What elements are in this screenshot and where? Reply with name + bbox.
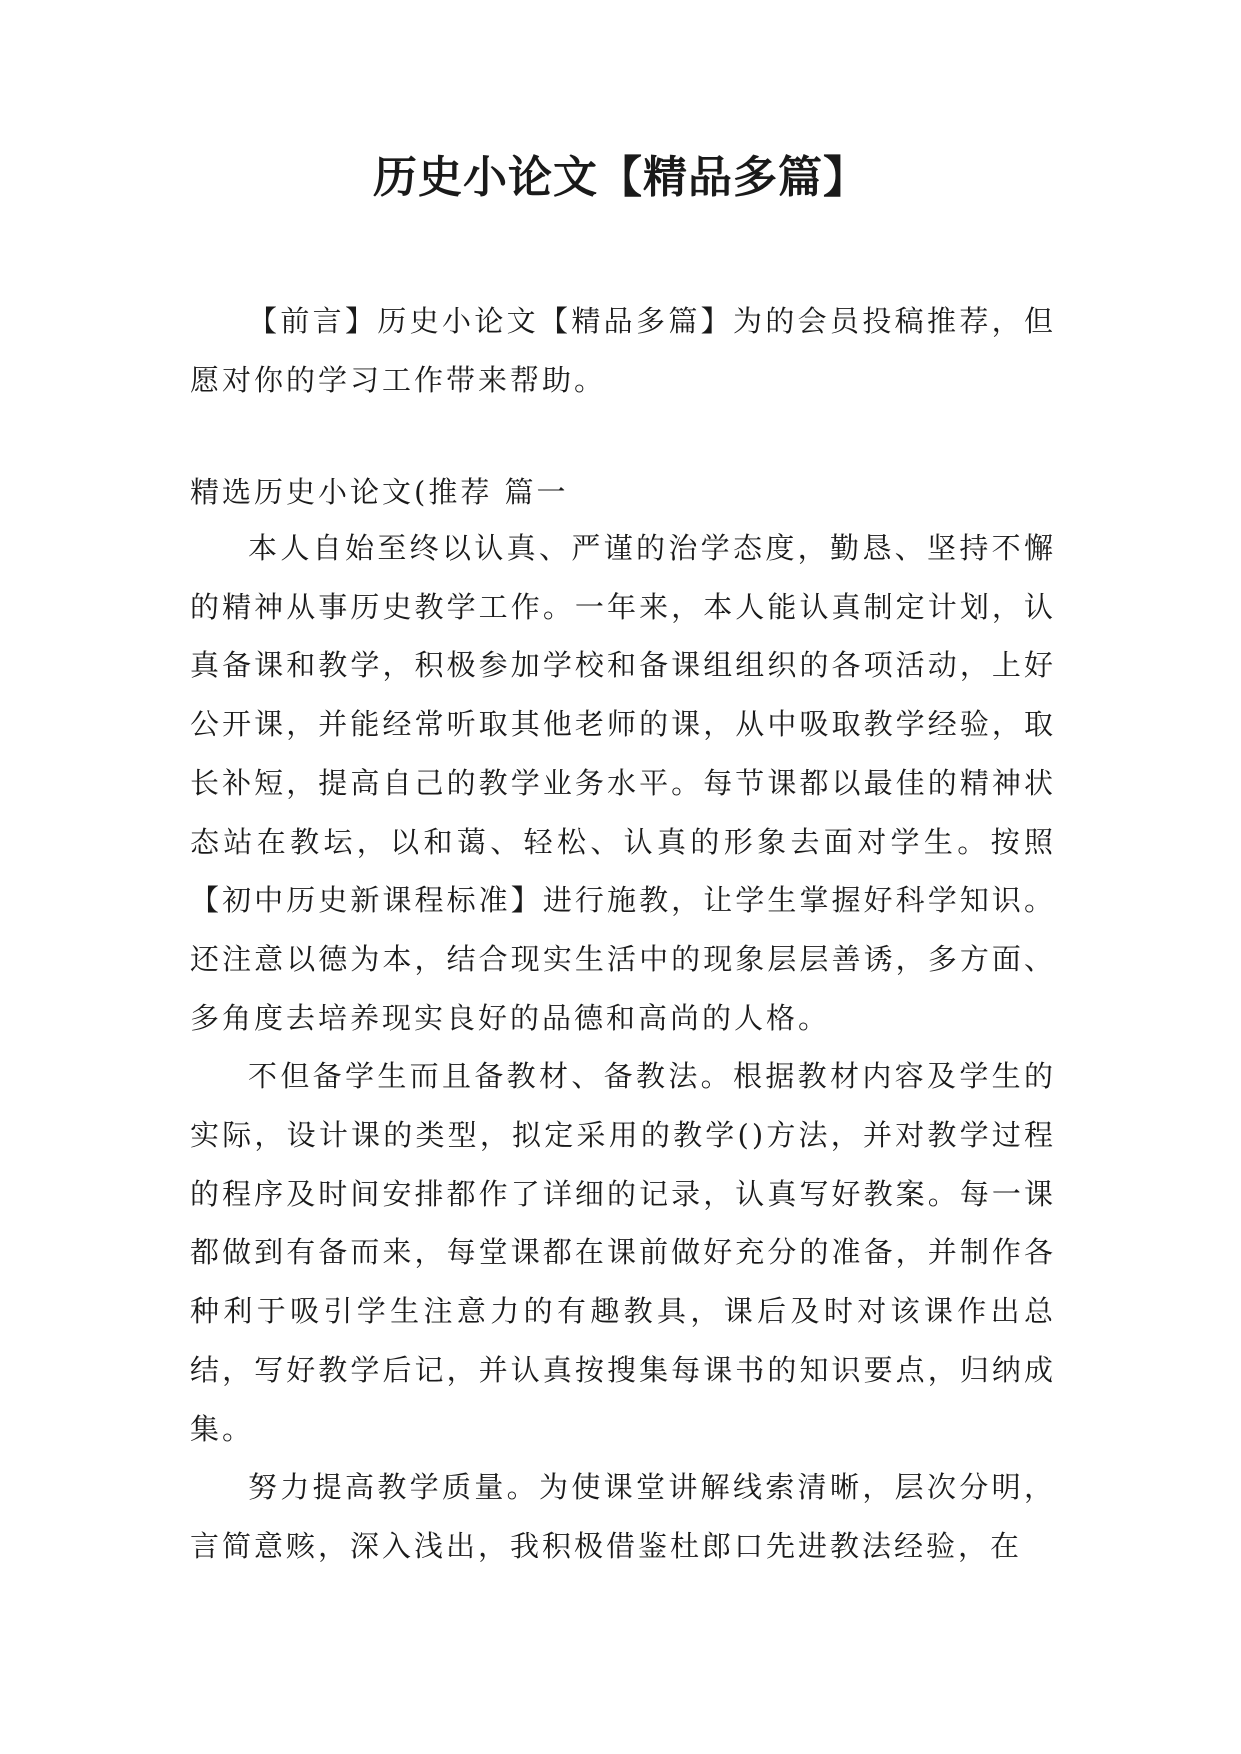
preface-paragraph: 【前言】历史小论文【精品多篇】为的会员投稿推荐，但愿对你的学习工作带来帮助。 — [190, 304, 1056, 397]
body-text — [190, 519, 1056, 1576]
document-title: 历史小论文【精品多篇】 — [373, 152, 868, 203]
body-paragraph: 本人自始至终以认真、严谨的治学态度，勤恳、坚持不懈的精神从事历史教学工作。一年来，本人能认真制定计划，认真备课和教学，积极参加学校和备课组组织的各项活动，上好公开课，并能经常听取其他老师的课，从中吸取教学经验，取长补短，提高自己的教学业务水平。每节课都以最佳的精神状态站在教坛，以和蔼、轻松、认真的形象去面对学生。按照【初中历史新课程标准】进行施教，让学生掌握好科学知识。还注意以德为本，结合现实生活中的现象层层善诱，多方面、多角度去培养现实良好的品德和高尚的人格。 — [190, 531, 1056, 1035]
section-heading: 精选历史小论文(推荐 篇一 — [190, 475, 569, 509]
body-paragraph: 不但备学生而且备教材、备教法。根据教材内容及学生的实际，设计课的类型，拟定采用的教学()方法，并对教学过程的程序及时间安排都作了详细的记录，认真写好教案。每一课都做到有备而来，每堂课都在课前做好充分的准备，并制作各种利于吸引学生注意力的有趣教具，课后及时对该课作出总结，写好教学后记，并认真按搜集每课书的知识要点，归纳成集。 — [190, 1059, 1056, 1446]
body-paragraph: 努力提高教学质量。为使课堂讲解线索清晰，层次分明，言简意赅，深入浅出，我积极借鉴杜郎口先进教法经验，在 — [190, 1470, 1056, 1563]
